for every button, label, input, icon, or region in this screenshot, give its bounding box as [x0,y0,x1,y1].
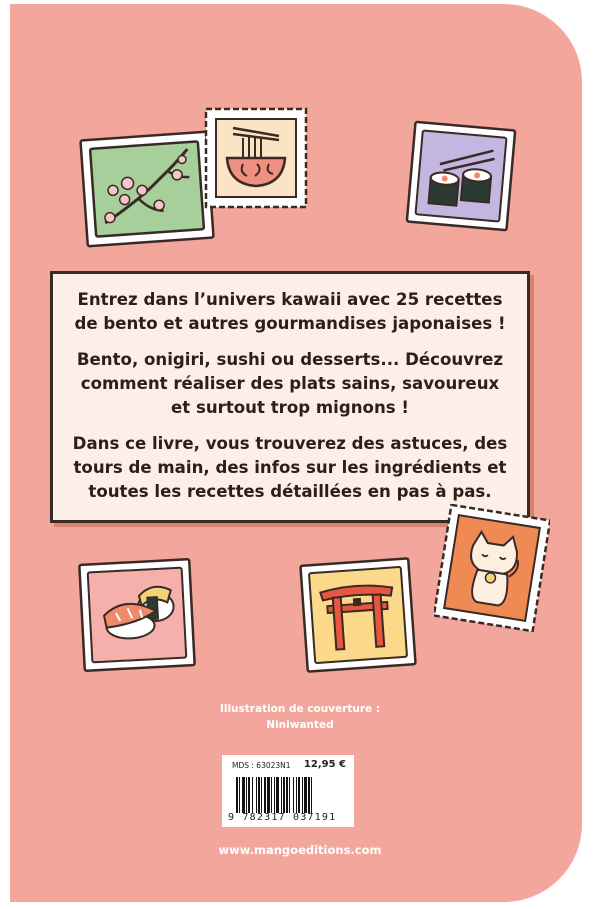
stamp-torii [298,556,418,674]
publisher-website: www.mangoeditions.com [218,843,382,857]
barcode-bars [236,777,342,813]
blurb-paragraph-2: Bento, onigiri, sushi ou desserts... Découvrez comment réaliser des plats sains, savoureux et surtout trop mignons ! [76,350,504,417]
barcode-header [232,761,346,770]
stamp-ramen [203,106,309,210]
back-cover-blurb [50,271,530,523]
stamp-lucky-cat [434,504,550,632]
stamp-sushi-roll [405,120,517,232]
illustration-credit-label: Illustration de couverture : [219,703,381,715]
blurb-paragraph-3: Dans ce livre, vous trouverez des astuces, des tours de main, des infos sur les ingrédients et toutes les recettes détaillées en pas à pas. [72,434,508,501]
price: 12,95 € [303,759,346,770]
stamp-nigiri [76,556,198,674]
product-code: MDS : 63023N1 [232,761,291,770]
barcode-block [222,755,354,827]
blurb-highlight: 25 recettes [396,290,503,309]
blurb-paragraph-1: Entrez dans l’univers kawaii avec 25 recettes de bento et autres gourmandises japonaises ! [74,290,506,333]
isbn-number: 9 782317 037191 [228,812,337,823]
stamp-cherry-blossom [78,130,216,248]
illustration-credit-name: Niniwanted [266,719,334,731]
